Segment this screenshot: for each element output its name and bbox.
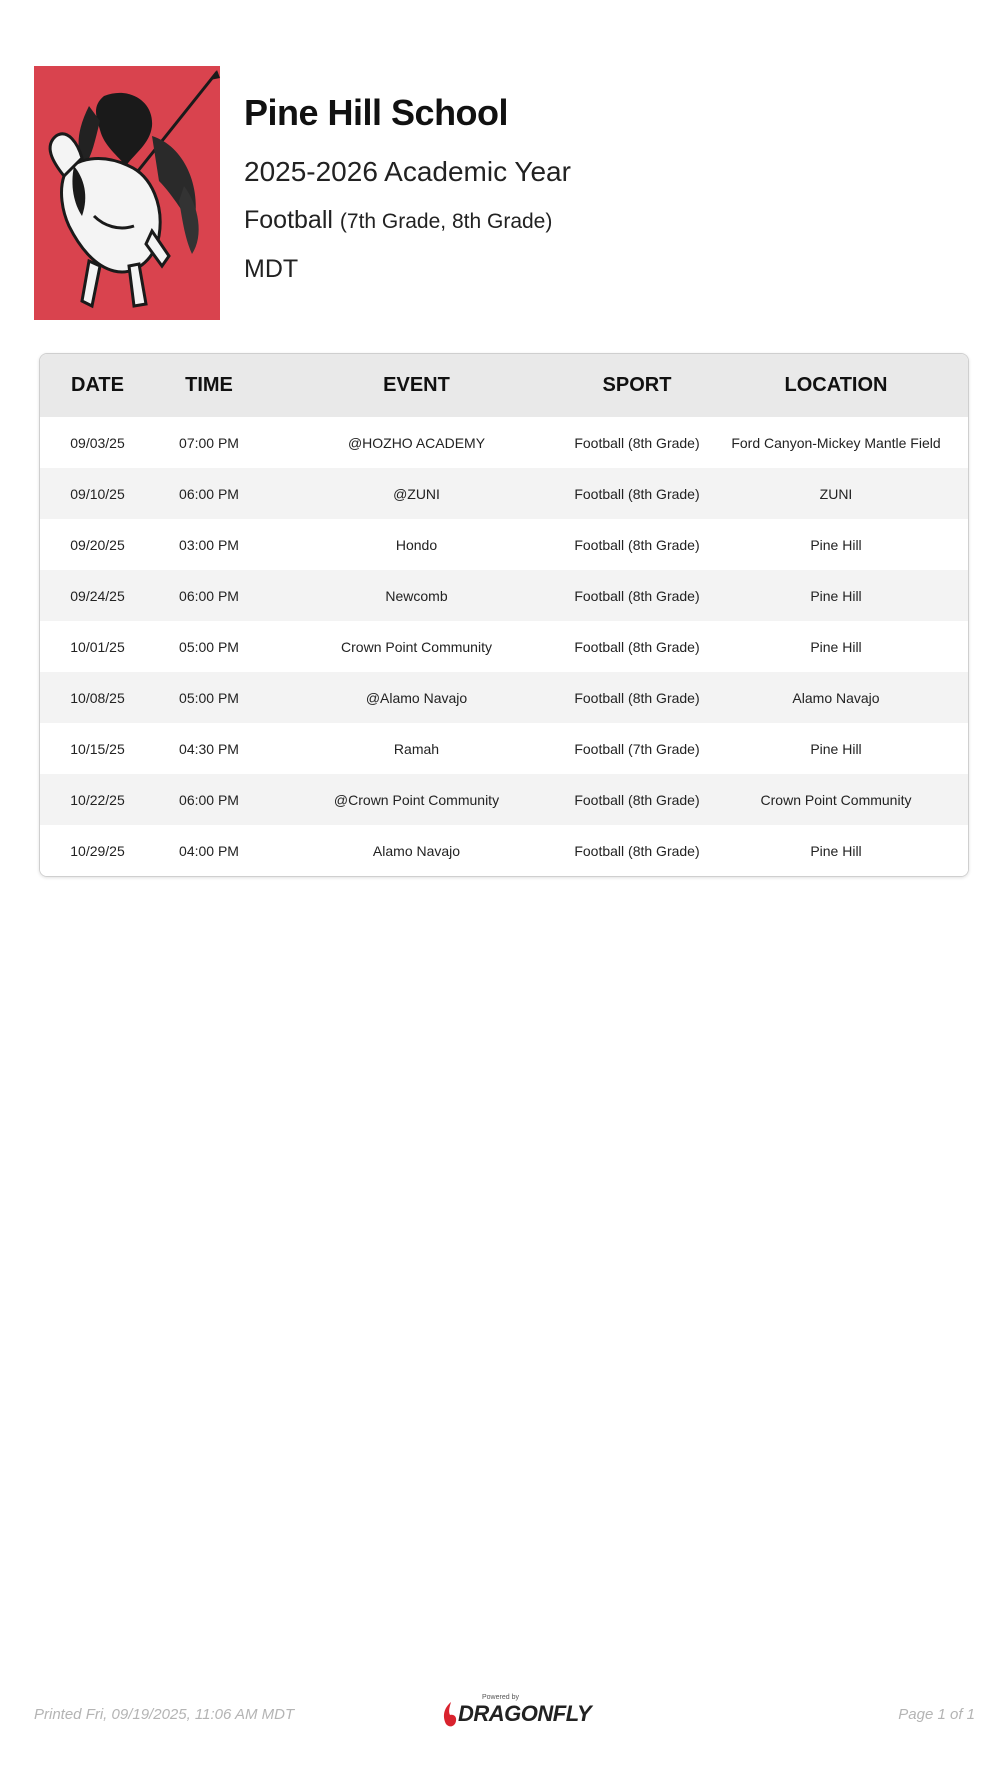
cell-event: Alamo Navajo xyxy=(372,842,461,859)
table-row xyxy=(40,468,968,519)
cell-event: Hondo xyxy=(395,536,438,553)
cell-location: Pine Hill xyxy=(810,842,862,859)
table-row xyxy=(40,774,968,825)
cell-sport: Football (8th Grade) xyxy=(574,791,700,808)
timezone: MDT xyxy=(244,255,299,283)
cell-location: Pine Hill xyxy=(810,587,862,604)
table-row xyxy=(40,672,968,723)
sport-name: Football xyxy=(244,206,333,234)
cell-event: @Crown Point Community xyxy=(333,791,500,808)
cell-location: ZUNI xyxy=(819,485,853,502)
cell-date: 10/29/25 xyxy=(70,842,125,859)
column-header-event: EVENT xyxy=(383,374,450,396)
cell-sport: Football (8th Grade) xyxy=(574,485,700,502)
column-header-date: DATE xyxy=(71,374,124,396)
cell-location: Pine Hill xyxy=(810,740,862,757)
cell-time: 05:00 PM xyxy=(179,689,239,706)
cell-sport: Football (8th Grade) xyxy=(574,434,700,451)
cell-sport: Football (8th Grade) xyxy=(574,689,700,706)
cell-time: 06:00 PM xyxy=(179,485,239,502)
sport-grades: (7th Grade, 8th Grade) xyxy=(339,210,553,233)
academic-year: 2025-2026 Academic Year xyxy=(244,156,571,187)
cell-sport: Football (7th Grade) xyxy=(574,740,700,757)
cell-date: 10/22/25 xyxy=(70,791,125,808)
table-row xyxy=(40,621,968,672)
cell-event: @ZUNI xyxy=(393,485,440,502)
cell-event: Crown Point Community xyxy=(341,638,492,655)
column-header-time: TIME xyxy=(185,374,233,396)
cell-time: 06:00 PM xyxy=(179,791,239,808)
table-header-row xyxy=(40,354,968,417)
schedule-table xyxy=(39,353,969,877)
table-row xyxy=(40,570,968,621)
schedule-header xyxy=(34,66,571,320)
cell-event: @Alamo Navajo xyxy=(365,689,468,706)
column-header-sport: SPORT xyxy=(602,374,672,396)
table-row xyxy=(40,417,968,468)
school-name: Pine Hill School xyxy=(244,92,509,133)
cell-location: Alamo Navajo xyxy=(792,689,880,706)
cell-time: 03:00 PM xyxy=(179,536,239,553)
cell-location: Ford Canyon-Mickey Mantle Field xyxy=(731,434,941,451)
cell-date: 10/15/25 xyxy=(70,740,125,757)
cell-time: 04:00 PM xyxy=(179,842,239,859)
page-number: Page 1 of 1 xyxy=(898,1706,975,1723)
table-row xyxy=(40,519,968,570)
sport-line xyxy=(244,206,571,235)
cell-date: 09/10/25 xyxy=(70,485,125,502)
cell-time: 07:00 PM xyxy=(179,434,239,451)
cell-date: 09/20/25 xyxy=(70,536,125,553)
cell-date: 09/24/25 xyxy=(70,587,125,604)
warrior-on-horse-logo xyxy=(34,66,220,320)
cell-time: 06:00 PM xyxy=(179,587,239,604)
cell-sport: Football (8th Grade) xyxy=(574,638,700,655)
cell-location: Pine Hill xyxy=(810,536,862,553)
cell-sport: Football (8th Grade) xyxy=(574,536,700,553)
school-logo xyxy=(34,66,220,320)
brand-name: DRAGONFLY xyxy=(458,1701,592,1726)
powered-by-brand xyxy=(442,1694,592,1730)
cell-time: 05:00 PM xyxy=(179,638,239,655)
cell-date: 09/03/25 xyxy=(70,434,125,451)
cell-event: Newcomb xyxy=(385,587,448,604)
cell-event: @HOZHO ACADEMY xyxy=(347,434,486,451)
cell-event: Ramah xyxy=(393,740,440,757)
powered-by-label: Powered by xyxy=(482,1694,519,1701)
cell-location: Crown Point Community xyxy=(760,791,912,808)
cell-sport: Football (8th Grade) xyxy=(574,842,700,859)
cell-date: 10/01/25 xyxy=(70,638,125,655)
printed-timestamp: Printed Fri, 09/19/2025, 11:06 AM MDT xyxy=(34,1706,295,1723)
table-row xyxy=(40,723,968,774)
cell-location: Pine Hill xyxy=(810,638,862,655)
cell-time: 04:30 PM xyxy=(179,740,239,757)
cell-date: 10/08/25 xyxy=(70,689,125,706)
cell-sport: Football (8th Grade) xyxy=(574,587,700,604)
dragonfly-logo xyxy=(442,1702,458,1728)
table-row xyxy=(40,825,968,876)
header-titles xyxy=(244,92,571,320)
column-header-location: LOCATION xyxy=(784,374,888,396)
